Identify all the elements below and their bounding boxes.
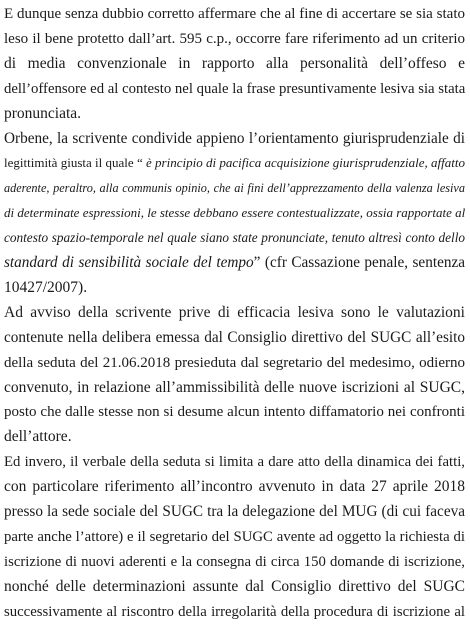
text-line [4, 52, 465, 76]
text-line [4, 201, 465, 225]
text-segment: con particolare riferimento all’incontro avvenuto in data 27 aprile 2018 [4, 478, 465, 496]
italic-text-segment: aderente, peraltro, alla communis opinio, che ai fini dell’apprezzamento della valenza lesiva [4, 181, 465, 196]
text-line [4, 376, 465, 400]
text-segment: Ed invero, il verbale della seduta si limita a dare atto della dinamica dei fatti, [4, 454, 465, 471]
italic-text-segment: di determinate espressioni, le stesse debbano essere contestualizzate, ossia rapportate al [4, 205, 466, 221]
text-line [4, 102, 465, 126]
text-segment: successivamente al riscontro della irregolarità della procedura di iscrizione al [4, 603, 465, 620]
text-line [4, 176, 465, 200]
text-line [4, 450, 465, 474]
text-segment: legittimità giusta il quale “ [4, 155, 147, 171]
text-line [4, 550, 465, 574]
text-line [4, 301, 465, 325]
text-line [4, 77, 465, 101]
text-segment: della seduta del 21.06.2018 presieduta dal segretario del medesimo, odierno [4, 354, 465, 371]
text-line [4, 425, 465, 449]
text-segment: iscrizione di nuovi aderenti e la consegna di circa 150 domande di iscrizione, [4, 553, 465, 570]
text-line [4, 151, 465, 175]
text-line [4, 525, 465, 549]
text-line [4, 500, 465, 524]
text-segment: pronunciata. [4, 104, 82, 122]
text-line [4, 326, 465, 350]
text-segment: Ad avviso della scrivente prive di efficacia lesiva sono le valutazioni [4, 303, 465, 321]
text-segment: dell’offensore ed al contesto nel quale la frase presuntivamente lesiva sia stata [4, 80, 466, 97]
text-line [4, 2, 465, 26]
text-segment: E dunque senza dubbio corretto affermare che al fine di accertare se sia stato [4, 6, 465, 22]
text-segment: ” (cfr Cassazione penale, sentenza [253, 254, 465, 271]
text-line [4, 251, 465, 275]
text-segment: Orbene, la scrivente condivide appieno l’orientamento giurisprudenziale di [4, 129, 465, 147]
text-segment: leso il bene protetto dall’art. 595 c.p., occorre fare riferimento ad un criterio [4, 30, 465, 47]
text-line [4, 400, 465, 424]
italic-text-segment: contesto spazio-temporale nel quale siano state pronunciate, tenuto altresì conto dello [4, 230, 465, 246]
text-segment: 10427/2007). [4, 278, 88, 296]
italic-text-segment: standard di sensibilità sociale del tempo [4, 254, 254, 271]
italic-text-segment: è principio di pacifica acquisizione giurisprudenziale, affatto [146, 155, 465, 171]
text-segment: convenuto, in relazione all’ammissibilità delle nuove iscrizioni al SUGC, [4, 378, 465, 396]
text-segment: parte anche l’attore) e il segretario del SUGC avente ad oggetto la richiesta di [4, 528, 465, 545]
text-line [4, 575, 465, 599]
text-segment: dell’attore. [4, 428, 72, 446]
text-segment: nonché delle determinazioni assunte dal Consiglio direttivo del SUGC [4, 577, 465, 595]
text-segment: di media convenzionale in rapporto alla personalità dell’offeso e [4, 54, 465, 72]
text-line [4, 27, 465, 51]
text-line [4, 600, 465, 624]
text-segment: posto che dalle stesse non si desume alcun intento diffamatorio nei confronti [4, 404, 465, 421]
text-line [4, 226, 465, 250]
text-segment: presso la sede sociale del SUGC tra la delegazione del MUG (di cui faceva [4, 503, 465, 520]
text-line [4, 276, 465, 300]
text-line [4, 351, 465, 375]
text-line [4, 475, 465, 499]
text-segment: contenute nella delibera emessa dal Consiglio direttivo del SUGC all’esito [4, 328, 465, 346]
text-line [4, 127, 465, 151]
